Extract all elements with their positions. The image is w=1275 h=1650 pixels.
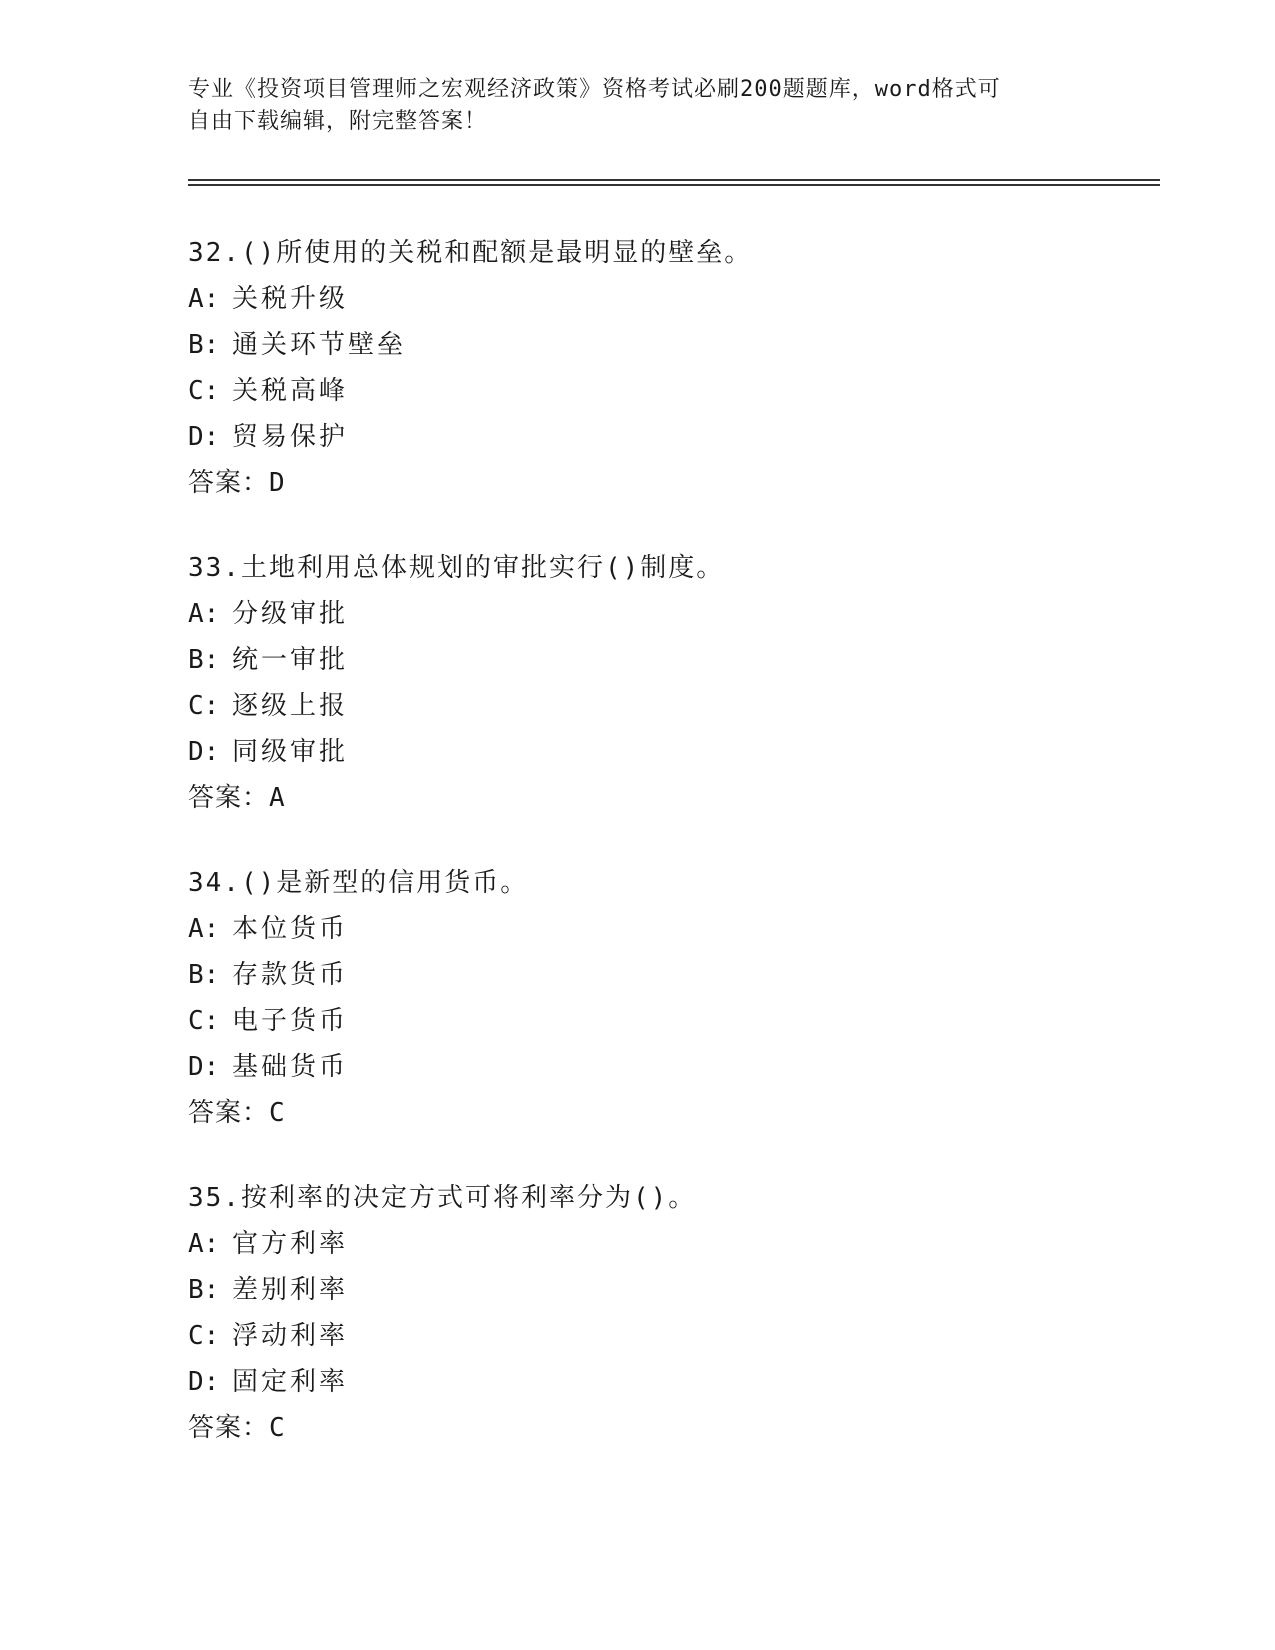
option-b xyxy=(188,1274,1148,1306)
option-letter: A: xyxy=(188,599,220,629)
answer-label: 答案： xyxy=(188,468,270,498)
option-a xyxy=(188,598,1148,630)
option-a xyxy=(188,283,1148,315)
option-c xyxy=(188,1005,1148,1037)
question-stem: 33.土地利用总体规划的审批实行()制度。 xyxy=(188,553,725,583)
option-letter: A: xyxy=(188,284,220,314)
option-text: 存款货币 xyxy=(232,960,349,990)
option-text: 差别利率 xyxy=(232,1275,349,1305)
option-a xyxy=(188,1228,1148,1260)
option-text: 分级审批 xyxy=(232,599,349,629)
option-letter: D: xyxy=(188,1052,220,1082)
document-header xyxy=(188,74,1088,138)
question-stem: 32.()所使用的关税和配额是最明显的壁垒。 xyxy=(188,238,753,268)
question-stem: 34.()是新型的信用货币。 xyxy=(188,868,529,898)
option-text: 固定利率 xyxy=(232,1367,349,1397)
header-divider-bottom xyxy=(188,184,1160,186)
option-text: 通关环节壁垒 xyxy=(232,330,407,360)
option-text: 基础货币 xyxy=(232,1052,349,1082)
option-d xyxy=(188,421,1148,453)
option-text: 统一审批 xyxy=(232,645,349,675)
option-b xyxy=(188,959,1148,991)
option-c xyxy=(188,1320,1148,1352)
question-33 xyxy=(188,552,1148,814)
option-letter: C: xyxy=(188,1006,220,1036)
option-letter: D: xyxy=(188,737,220,767)
option-text: 关税升级 xyxy=(232,284,349,314)
option-text: 逐级上报 xyxy=(232,691,349,721)
option-b xyxy=(188,329,1148,361)
option-letter: B: xyxy=(188,330,220,360)
answer-value: A xyxy=(269,783,285,813)
question-stem: 35.按利率的决定方式可将利率分为()。 xyxy=(188,1183,697,1213)
option-letter: B: xyxy=(188,960,220,990)
answer-label: 答案： xyxy=(188,1413,270,1443)
option-d xyxy=(188,1366,1148,1398)
option-text: 电子货币 xyxy=(232,1006,349,1036)
option-letter: A: xyxy=(188,1229,220,1259)
answer-label: 答案： xyxy=(188,783,270,813)
answer-value: D xyxy=(269,468,285,498)
option-letter: D: xyxy=(188,1367,220,1397)
option-c xyxy=(188,375,1148,407)
option-a xyxy=(188,913,1148,945)
option-letter: D: xyxy=(188,422,220,452)
question-34 xyxy=(188,867,1148,1129)
option-c xyxy=(188,690,1148,722)
option-text: 贸易保护 xyxy=(232,422,349,452)
header-line-1: 专业《投资项目管理师之宏观经济政策》资格考试必刷200题题库，word格式可 xyxy=(188,77,1001,102)
answer-line xyxy=(188,1097,1148,1129)
option-text: 官方利率 xyxy=(232,1229,349,1259)
answer-value: C xyxy=(269,1098,285,1128)
option-letter: A: xyxy=(188,914,220,944)
option-letter: B: xyxy=(188,645,220,675)
answer-label: 答案： xyxy=(188,1098,270,1128)
answer-line xyxy=(188,1412,1148,1444)
header-divider-top xyxy=(188,179,1160,181)
answer-value: C xyxy=(269,1413,285,1443)
question-32 xyxy=(188,237,1148,499)
header-line-2: 自由下载编辑，附完整答案！ xyxy=(188,109,488,134)
option-text: 浮动利率 xyxy=(232,1321,349,1351)
option-letter: C: xyxy=(188,376,220,406)
question-35 xyxy=(188,1182,1148,1444)
option-d xyxy=(188,736,1148,768)
option-letter: C: xyxy=(188,1321,220,1351)
option-text: 本位货币 xyxy=(232,914,349,944)
option-d xyxy=(188,1051,1148,1083)
answer-line xyxy=(188,782,1148,814)
option-letter: B: xyxy=(188,1275,220,1305)
option-text: 关税高峰 xyxy=(232,376,349,406)
option-letter: C: xyxy=(188,691,220,721)
option-b xyxy=(188,644,1148,676)
option-text: 同级审批 xyxy=(232,737,349,767)
answer-line xyxy=(188,467,1148,499)
